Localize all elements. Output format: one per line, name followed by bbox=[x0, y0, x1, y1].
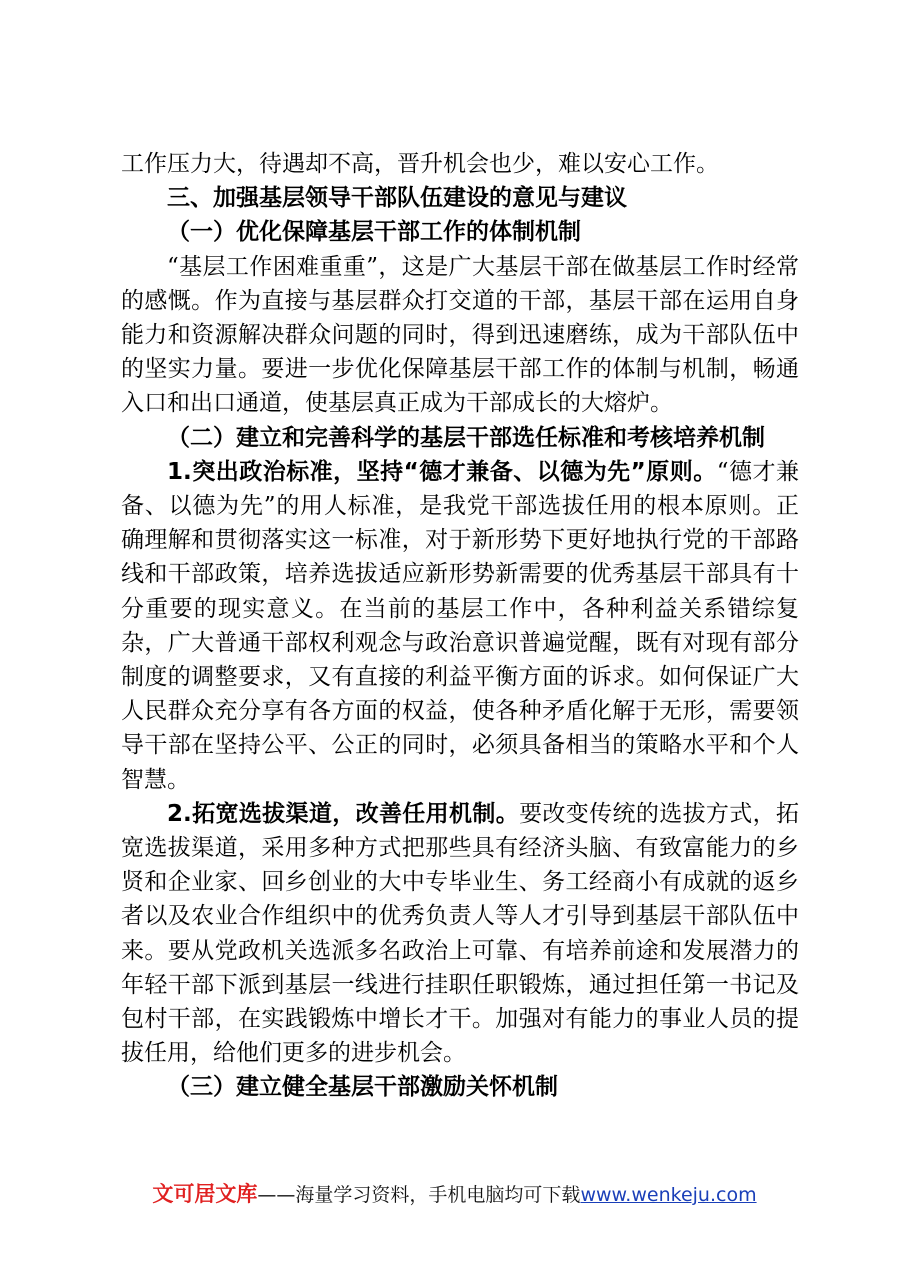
footer-brand: 文可居文库 bbox=[152, 1182, 258, 1206]
subsection-heading-3: （三）建立健全基层干部激励关怀机制 bbox=[167, 1074, 558, 1101]
item-1-lead: 1.突出政治标准，坚持“德才兼备、以德为先”原则。 bbox=[167, 458, 717, 485]
paragraph-item-1 bbox=[121, 455, 799, 797]
footer-banner bbox=[0, 1178, 909, 1208]
footer-slogan: ——海量学习资料，手机电脑均可下载 bbox=[257, 1184, 581, 1206]
item-1-body: “德才兼备、以德为先”的用人标准，是我党干部选拔任用的根本原则。正确理解和贯彻落实这一标准，对于新形势下更好地执行党的干部路线和干部政策，培养选拔适应新形势新需要的优秀基层干部具有十分重要的现实意义。在当前的基层工作中，各种利益关系错综复杂，广大普通干部权利观念与政治意识普遍觉醒，既有对现有部分制度的调整要求，又有直接的利益平衡方面的诉求。如何保证广大人民群众充分享有各方面的权益，使各种矛盾化解于无形，需要领导干部在坚持公平、公正的同时，必须具备相当的策略水平和个人智慧。 bbox=[121, 458, 799, 793]
subsection-heading-2: （二）建立和完善科学的基层干部选任标准和考核培养机制 bbox=[167, 424, 765, 451]
footer-link[interactable]: www.wenkeju.com bbox=[580, 1184, 757, 1206]
item-2-body: 要改变传统的选拔方式，拓宽选拔渠道，采用多种方式把那些具有经济头脑、有致富能力的乡贤和企业家、回乡创业的大中专毕业生、务工经商小有成就的返乡者以及农业合作组织中的优秀负责人等人才引导到基层干部队伍中来。要从党政机关选派多名政治上可靠、有培养前途和发展潜力的年轻干部下派到基层一线进行挂职任职锻炼，通过担任第一书记及包村干部，在实践锻炼中增长才干。加强对有能力的事业人员的提拔任用，给他们更多的进步机会。 bbox=[121, 800, 799, 1067]
continued-text-line: 工作压力大，待遇却不高，晋升机会也少，难以安心工作。 bbox=[121, 151, 719, 177]
document-body bbox=[121, 147, 799, 1105]
subsection-heading-1: （一）优化保障基层干部工作的体制机制 bbox=[167, 219, 581, 246]
paragraph-item-2 bbox=[121, 797, 799, 1071]
paragraph-1: “基层工作困难重重”，这是广大基层干部在做基层工作时经常的感慨。作为直接与基层群众打交道的干部，基层干部在运用自身能力和资源解决群众问题的同时，得到迅速磨练，成为干部队伍中的坚实力量。要进一步优化保障基层干部工作的体制与机制，畅通入口和出口通道，使基层真正成为干部成长的大熔炉。 bbox=[121, 253, 799, 417]
section-heading: 三、加强基层领导干部队伍建设的意见与建议 bbox=[167, 185, 627, 212]
item-2-lead: 2.拓宽选拔渠道，改善任用机制。 bbox=[167, 800, 520, 827]
